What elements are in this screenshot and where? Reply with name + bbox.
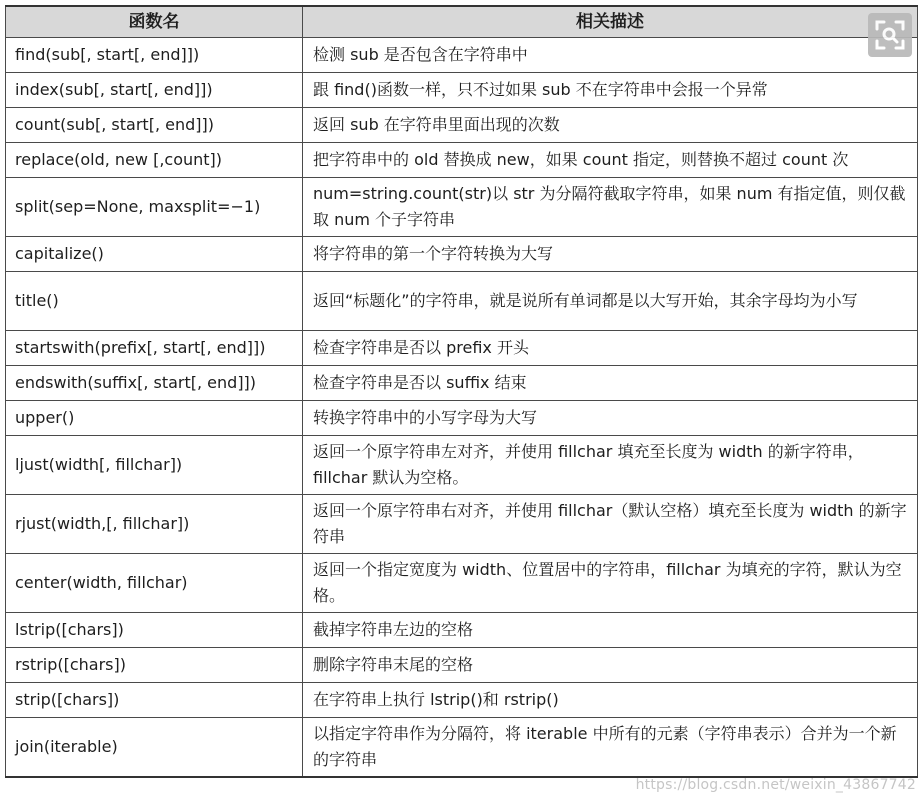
table-row — [6, 613, 918, 648]
table-row — [6, 237, 918, 272]
function-name: index(sub[, start[, end]]) — [6, 73, 303, 108]
table-row — [6, 554, 918, 613]
table-row — [6, 272, 918, 331]
function-description: 检测 sub 是否包含在字符串中 — [303, 38, 918, 73]
header-description: 相关描述 — [303, 6, 918, 38]
function-name: replace(old, new [,count]) — [6, 143, 303, 178]
function-name: strip([chars]) — [6, 683, 303, 718]
table-header-row — [6, 6, 918, 38]
table-row — [6, 683, 918, 718]
table-row — [6, 718, 918, 778]
function-description: 跟 find()函数一样，只不过如果 sub 不在字符串中会报一个异常 — [303, 73, 918, 108]
function-name: count(sub[, start[, end]]) — [6, 108, 303, 143]
function-description: 返回一个指定宽度为 width、位置居中的字符串，fillchar 为填充的字符，默认为空格。 — [303, 554, 918, 613]
function-description: 返回一个原字符串左对齐，并使用 fillchar 填充至长度为 width 的新字符串，fillchar 默认为空格。 — [303, 436, 918, 495]
function-description: 以指定字符串作为分隔符，将 iterable 中所有的元素（字符串表示）合并为一个新的字符串 — [303, 718, 918, 778]
function-name: find(sub[, start[, end]]) — [6, 38, 303, 73]
function-description: 将字符串的第一个字符转换为大写 — [303, 237, 918, 272]
function-description: 返回一个原字符串右对齐，并使用 fillchar（默认空格）填充至长度为 width 的新字符串 — [303, 495, 918, 554]
function-name: rstrip([chars]) — [6, 648, 303, 683]
function-name: lstrip([chars]) — [6, 613, 303, 648]
function-description: num=string.count(str)以 str 为分隔符截取字符串，如果 num 有指定值，则仅截取 num 个子字符串 — [303, 178, 918, 237]
scan-icon[interactable] — [868, 13, 912, 57]
function-name: upper() — [6, 401, 303, 436]
function-name: ljust(width[, fillchar]) — [6, 436, 303, 495]
function-name: rjust(width,[, fillchar]) — [6, 495, 303, 554]
table-row — [6, 436, 918, 495]
function-description: 在字符串上执行 lstrip()和 rstrip() — [303, 683, 918, 718]
table-row — [6, 366, 918, 401]
function-name: capitalize() — [6, 237, 303, 272]
table-row — [6, 38, 918, 73]
function-description: 检查字符串是否以 suffix 结束 — [303, 366, 918, 401]
string-methods-table — [5, 5, 918, 778]
function-description: 检查字符串是否以 prefix 开头 — [303, 331, 918, 366]
header-function-name: 函数名 — [6, 6, 303, 38]
function-name: join(iterable) — [6, 718, 303, 778]
function-description: 删除字符串末尾的空格 — [303, 648, 918, 683]
function-name: endswith(suffix[, start[, end]]) — [6, 366, 303, 401]
table-row — [6, 108, 918, 143]
table-row — [6, 401, 918, 436]
function-name: startswith(prefix[, start[, end]]) — [6, 331, 303, 366]
table-row — [6, 331, 918, 366]
function-name: center(width, fillchar) — [6, 554, 303, 613]
table-row — [6, 178, 918, 237]
function-name: title() — [6, 272, 303, 331]
table-row — [6, 495, 918, 554]
table-row — [6, 73, 918, 108]
function-name: split(sep=None, maxsplit=−1) — [6, 178, 303, 237]
function-description: 截掉字符串左边的空格 — [303, 613, 918, 648]
table-row — [6, 143, 918, 178]
table-row — [6, 648, 918, 683]
function-description: 把字符串中的 old 替换成 new，如果 count 指定，则替换不超过 count 次 — [303, 143, 918, 178]
function-description: 返回“标题化”的字符串，就是说所有单词都是以大写开始，其余字母均为小写 — [303, 272, 918, 331]
watermark-text: https://blog.csdn.net/weixin_43867742 — [635, 777, 916, 793]
function-description: 返回 sub 在字符串里面出现的次数 — [303, 108, 918, 143]
function-description: 转换字符串中的小写字母为大写 — [303, 401, 918, 436]
